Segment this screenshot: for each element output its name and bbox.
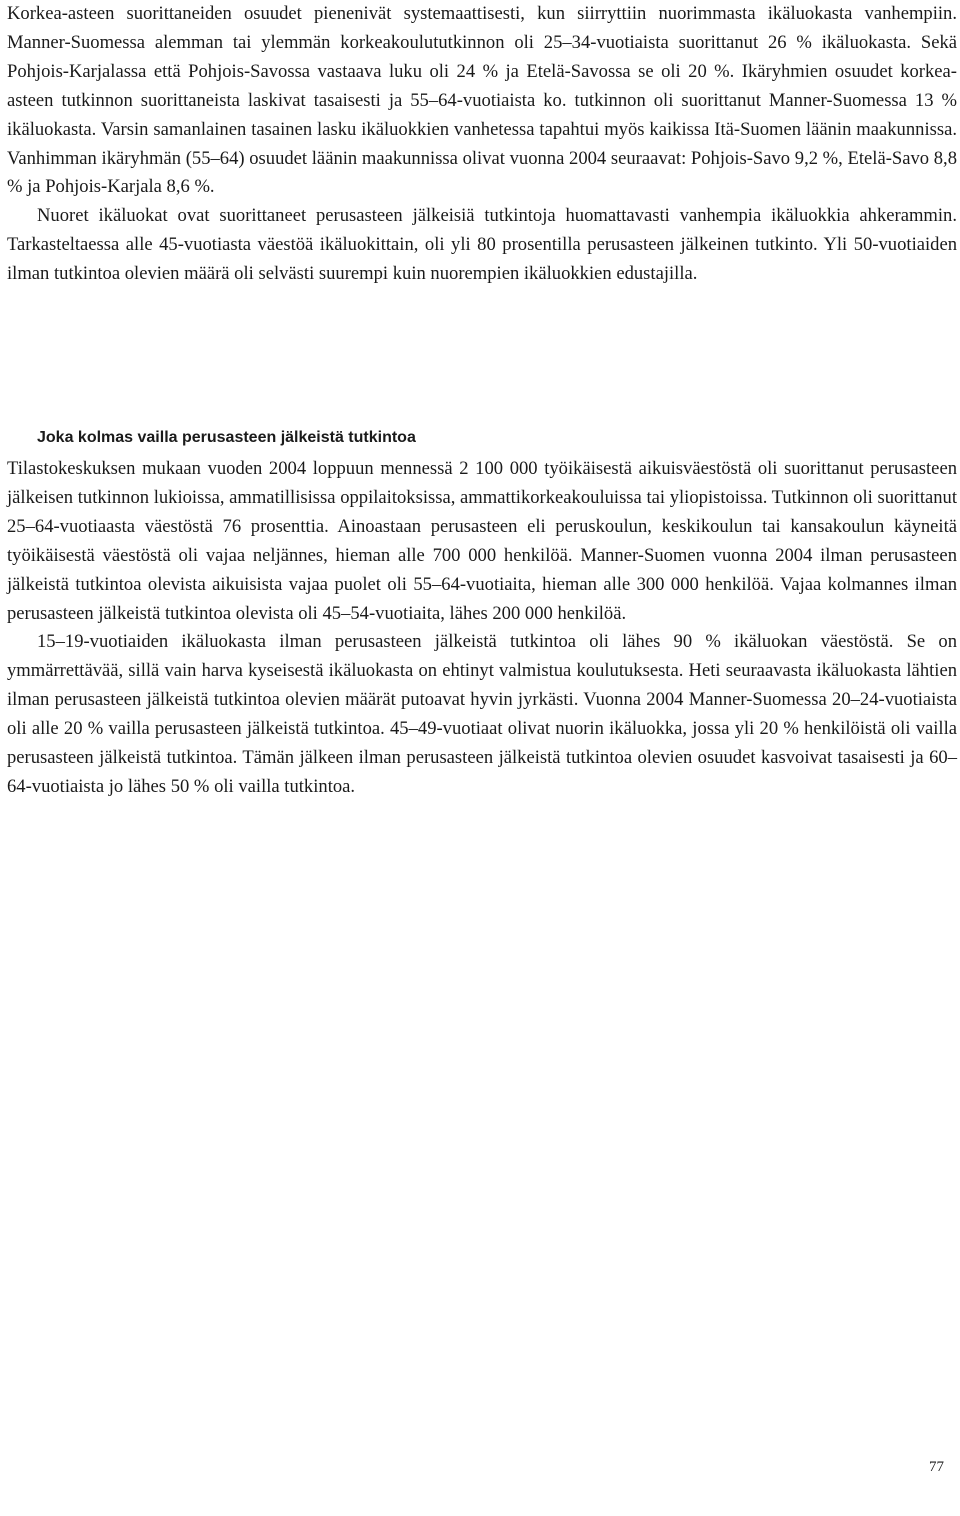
paragraph-statistics-finland: Tilastokeskuksen mukaan vuoden 2004 loppuun mennessä 2 100 000 työikäisestä aikuisväestöstä oli suorittanut perusasteen jälkeisen tutkinnon lukioissa, ammatillisissa oppilaitoksissa, ammattikorkeakouluissa tai yliopistoissa. Tutkinnon oli suorittanut 25–64-vuotiaasta väestöstä 76 prosenttia. Ainoastaan perusasteen eli peruskoulun, keskikoulun tai kansakoulun käyneitä työikäisestä väestöstä oli vajaa neljännes, hieman alle 700 000 henkilöä. Manner-Suomen vuonna 2004 ilman perusasteen jälkeistä tutkintoa olevista aikuisista vajaa puolet oli 55–64-vuotiaita, hieman alle 300 000 henkilöä. Vajaa kolmannes ilman perusasteen jälkeistä tutkintoa olevista oli 45–54-vuotiaita, lähes 200 000 henkilöä. [7, 458, 957, 624]
section-without-degree [7, 455, 957, 802]
paragraph-higher-education: Korkea-asteen suorittaneiden osuudet pienenivät systemaattisesti, kun siirryttiin nuorimmasta ikäluokasta vanhempiin. Manner-Suomessa alemman tai ylemmän korkeakoulututkinnon oli 25–34-vuotiaista suorittanut 26 % ikäluokasta. Sekä Pohjois-Karjalassa että Pohjois-Savossa vastaava luku oli 24 % ja Etelä-Savossa se oli 20 %. Ikäryhmien osuudet korkea-asteen tutkinnon suorittaneista laskivat tasaisesti ja 55–64-vuotiaista ko. tutkinnon oli suorittanut Manner-Suomessa 13 % ikäluokasta. Varsin samanlainen tasainen lasku ikäluokkien vanhetessa tapahtui myös kaikissa Itä-Suomen läänin maakunnissa. Vanhimman ikäryhmän (55–64) osuudet läänin maakunnissa olivat vuonna 2004 seuraavat: Pohjois-Savo 9,2 %, Etelä-Savo 8,8 % ja Pohjois-Karjala 8,6 %. [7, 3, 957, 198]
section-heading: Joka kolmas vailla perusasteen jälkeistä tutkintoa [37, 429, 416, 446]
paragraph-age-15-19: 15–19-vuotiaiden ikäluokasta ilman perusasteen jälkeistä tutkintoa oli lähes 90 % ikäluokan väestöstä. Se on ymmärrettävää, sillä vain harva kyseisestä ikäluokasta on ehtinyt valmistua koulutuksesta. Heti seuraavasta ikäluokasta lähtien ilman perusasteen jälkeistä tutkintoa olevien määrät putoavat hyvin jyrkästi. Vuonna 2004 Manner-Suomessa 20–24-vuotiaista oli alle 20 % vailla perusasteen jälkeistä tutkintoa. 45–49-vuotiaat olivat nuorin ikäluokka, jossa yli 20 % henkilöistä oli vailla perusasteen jälkeistä tutkintoa. Tämän jälkeen ilman perusasteen jälkeistä tutkintoa olevien osuudet kasvoivat tasaisesti ja 60–64-vuotiaista jo lähes 50 % oli vailla tutkintoa. [7, 631, 957, 797]
page-number: 77 [929, 1459, 944, 1475]
paragraph-young-age-groups: Nuoret ikäluokat ovat suorittaneet perusasteen jälkeisiä tutkintoja huomattavasti vanhempia ikäluokkia ahkerammin. Tarkasteltaessa alle 45-vuotiasta väestöä ikäluokittain, oli yli 80 prosentilla perusasteen jälkeinen tutkinto. Yli 50-vuotiaiden ilman tutkintoa olevien määrä oli selvästi suurempi kuin nuorempien ikäluokkien edustajilla. [7, 205, 957, 285]
section-education-levels [7, 0, 957, 289]
